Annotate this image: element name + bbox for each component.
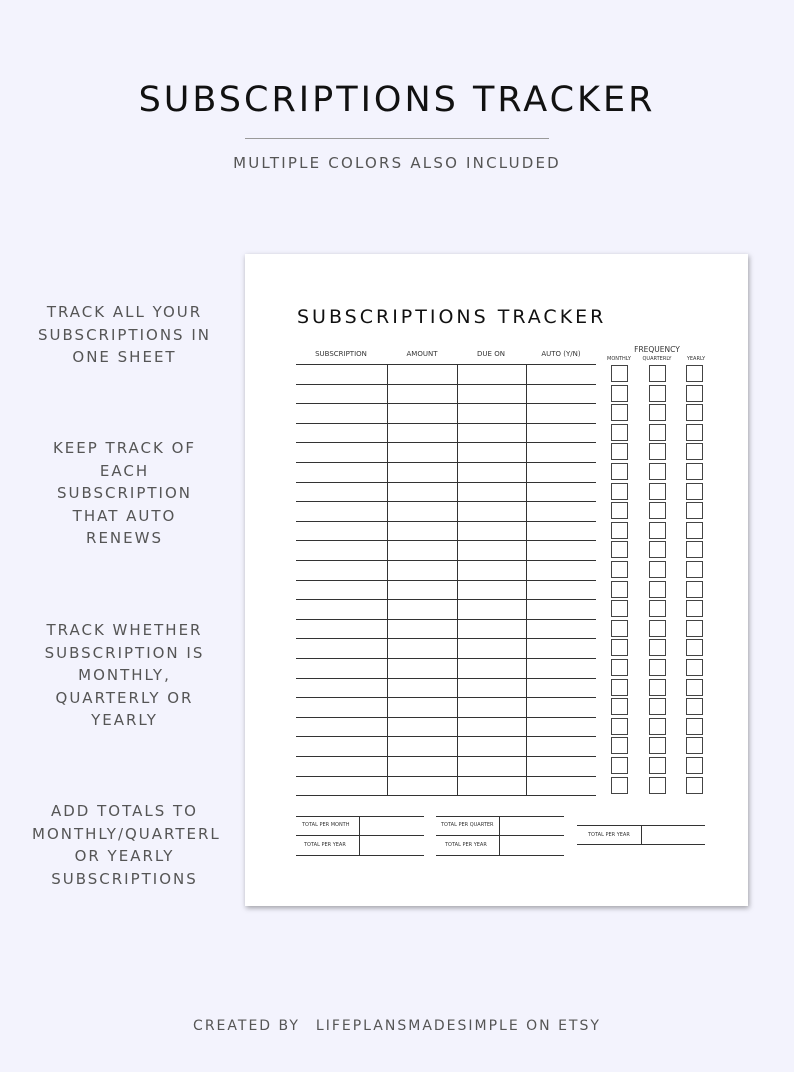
table-column-divider xyxy=(457,364,458,795)
table-header-line xyxy=(296,364,596,365)
yearly-checkbox xyxy=(686,639,703,656)
footer-credit xyxy=(0,1018,794,1034)
totals-line xyxy=(296,855,424,856)
table-row-line xyxy=(296,482,596,483)
quarterly-checkbox xyxy=(649,600,666,617)
table-row-line xyxy=(296,776,596,777)
quarterly-checkbox xyxy=(649,365,666,382)
frequency-header: FREQUENCY xyxy=(634,345,680,354)
quarterly-checkbox xyxy=(649,581,666,598)
totals-divider xyxy=(641,825,642,845)
feature-text-2: KEEP TRACK OF EACH SUBSCRIPTION THAT AUTO RENEWS xyxy=(52,439,197,547)
footer-created-by: CREATED BY xyxy=(193,1018,300,1034)
quarterly-checkbox xyxy=(649,522,666,539)
monthly-checkbox xyxy=(611,600,628,617)
monthly-checkbox xyxy=(611,541,628,558)
monthly-checkbox xyxy=(611,522,628,539)
quarterly-checkbox xyxy=(649,541,666,558)
table-row-line xyxy=(296,736,596,737)
quarterly-checkbox xyxy=(649,443,666,460)
page-subtitle: MULTIPLE COLORS ALSO INCLUDED xyxy=(233,154,561,172)
quarterly-checkbox xyxy=(649,639,666,656)
table-column-divider xyxy=(526,364,527,795)
yearly-checkbox xyxy=(686,463,703,480)
total-per-year-label: TOTAL PER YEAR xyxy=(445,842,487,848)
table-row-line xyxy=(296,756,596,757)
quarterly-checkbox xyxy=(649,483,666,500)
monthly-checkbox xyxy=(611,365,628,382)
monthly-checkbox xyxy=(611,757,628,774)
monthly-checkbox xyxy=(611,443,628,460)
footer-shop-name: LIFEPLANSMADESIMPLE ON ETSY xyxy=(315,1018,601,1034)
table-row-line xyxy=(296,540,596,541)
monthly-checkbox xyxy=(611,620,628,637)
monthly-checkbox xyxy=(611,424,628,441)
quarterly-checkbox xyxy=(649,757,666,774)
yearly-checkbox xyxy=(686,737,703,754)
column-header-auto: AUTO (Y/N) xyxy=(541,350,581,358)
frequency-option-monthly: MONTHLY xyxy=(607,356,631,362)
title-divider xyxy=(245,138,549,139)
table-row-line xyxy=(296,442,596,443)
monthly-checkbox xyxy=(611,698,628,715)
monthly-checkbox xyxy=(611,581,628,598)
feature-text-4: ADD TOTALS TO MONTHLY/QUARTERL OR YEARLY SUBSCRIPTIONS xyxy=(32,802,221,888)
totals-line xyxy=(436,816,564,817)
quarterly-checkbox xyxy=(649,659,666,676)
monthly-checkbox xyxy=(611,561,628,578)
quarterly-checkbox xyxy=(649,737,666,754)
quarterly-checkbox xyxy=(649,718,666,735)
table-row-line xyxy=(296,384,596,385)
table-row-line xyxy=(296,599,596,600)
column-header-amount: AMOUNT xyxy=(406,350,438,358)
table-row-line xyxy=(296,697,596,698)
totals-divider xyxy=(359,816,360,856)
yearly-checkbox xyxy=(686,502,703,519)
total-per-quarter-label: TOTAL PER QUARTER xyxy=(441,822,494,828)
yearly-checkbox xyxy=(686,718,703,735)
quarterly-checkbox xyxy=(649,561,666,578)
tracker-sheet-preview xyxy=(245,254,748,906)
quarterly-checkbox xyxy=(649,620,666,637)
yearly-checkbox xyxy=(686,404,703,421)
monthly-checkbox xyxy=(611,777,628,794)
table-row-line xyxy=(296,678,596,679)
monthly-checkbox xyxy=(611,502,628,519)
quarterly-checkbox xyxy=(649,698,666,715)
yearly-checkbox xyxy=(686,365,703,382)
table-row-line xyxy=(296,462,596,463)
frequency-option-yearly: YEARLY xyxy=(686,356,706,362)
monthly-checkbox xyxy=(611,483,628,500)
table-row-line xyxy=(296,658,596,659)
monthly-checkbox xyxy=(611,639,628,656)
monthly-checkbox xyxy=(611,385,628,402)
totals-line xyxy=(436,855,564,856)
yearly-checkbox xyxy=(686,561,703,578)
table-row-line xyxy=(296,501,596,502)
totals-line xyxy=(296,835,424,836)
table-row-line xyxy=(296,560,596,561)
totals-line xyxy=(436,835,564,836)
feature-text-1: TRACK ALL YOUR SUBSCRIPTIONS IN ONE SHEET xyxy=(38,303,211,366)
total-per-year-label: TOTAL PER YEAR xyxy=(304,842,346,848)
yearly-checkbox xyxy=(686,620,703,637)
table-column-divider xyxy=(387,364,388,795)
yearly-checkbox xyxy=(686,483,703,500)
quarterly-checkbox xyxy=(649,424,666,441)
monthly-checkbox xyxy=(611,737,628,754)
yearly-checkbox xyxy=(686,385,703,402)
table-row-line xyxy=(296,795,596,796)
yearly-checkbox xyxy=(686,541,703,558)
quarterly-checkbox xyxy=(649,679,666,696)
yearly-checkbox xyxy=(686,659,703,676)
sheet-title: SUBSCRIPTIONS TRACKER xyxy=(297,306,607,328)
yearly-checkbox xyxy=(686,581,703,598)
column-header-due-on: DUE ON xyxy=(477,350,505,358)
quarterly-checkbox xyxy=(649,777,666,794)
yearly-checkbox xyxy=(686,424,703,441)
table-row-line xyxy=(296,638,596,639)
quarterly-checkbox xyxy=(649,463,666,480)
quarterly-checkbox xyxy=(649,502,666,519)
table-row-line xyxy=(296,619,596,620)
frequency-option-quarterly: QUARTERLY xyxy=(642,356,672,362)
monthly-checkbox xyxy=(611,659,628,676)
totals-divider xyxy=(499,816,500,856)
total-per-month-label: TOTAL PER MONTH xyxy=(302,822,350,828)
yearly-checkbox xyxy=(686,600,703,617)
yearly-checkbox xyxy=(686,679,703,696)
page-title: SUBSCRIPTIONS TRACKER xyxy=(138,80,656,120)
quarterly-checkbox xyxy=(649,385,666,402)
monthly-checkbox xyxy=(611,463,628,480)
table-row-line xyxy=(296,403,596,404)
yearly-checkbox xyxy=(686,443,703,460)
monthly-checkbox xyxy=(611,404,628,421)
quarterly-checkbox xyxy=(649,404,666,421)
table-row-line xyxy=(296,580,596,581)
yearly-checkbox xyxy=(686,777,703,794)
table-row-line xyxy=(296,423,596,424)
total-per-year-label: TOTAL PER YEAR xyxy=(588,832,630,838)
feature-text-3: TRACK WHETHER SUBSCRIPTION IS MONTHLY, QUARTERLY OR YEARLY xyxy=(44,621,205,729)
monthly-checkbox xyxy=(611,718,628,735)
yearly-checkbox xyxy=(686,698,703,715)
table-row-line xyxy=(296,521,596,522)
table-row-line xyxy=(296,717,596,718)
monthly-checkbox xyxy=(611,679,628,696)
yearly-checkbox xyxy=(686,522,703,539)
totals-line xyxy=(296,816,424,817)
yearly-checkbox xyxy=(686,757,703,774)
column-header-subscription: SUBSCRIPTION xyxy=(315,350,367,358)
